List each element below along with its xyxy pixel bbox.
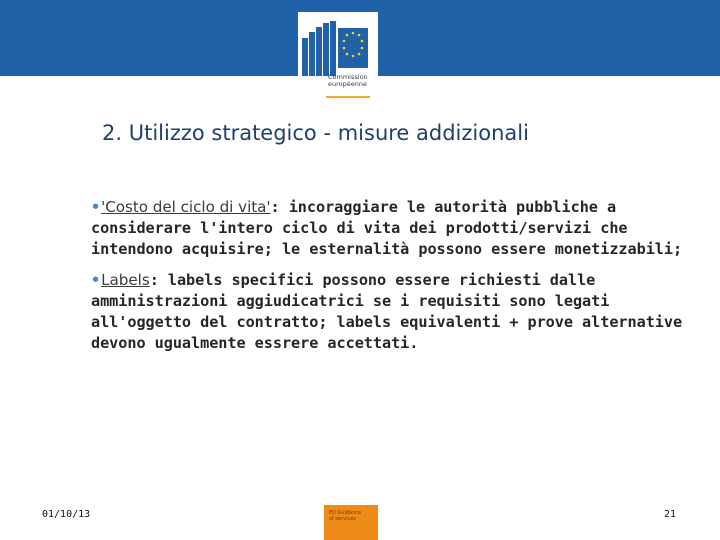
commission-building-icon — [302, 18, 374, 76]
footer-logo-line-1: EU Guidance — [329, 510, 362, 516]
bullet-item-1 — [91, 197, 691, 260]
bullet-icon: • — [91, 198, 101, 216]
logo-line-2: européenne — [328, 80, 367, 88]
european-commission-logo — [298, 12, 378, 100]
bullet-text-1: : incoraggiare le autorità pubbliche a considerare l'intero ciclo di vita dei prodotti/servizi che intendono acquisire; le esternalità possono essere monetizzabili; — [91, 198, 683, 258]
footer-logo-text — [329, 510, 361, 522]
bullet-text-2: : labels specifici possono essere richiesti dalle amministrazioni aggiudicatrici se i requisiti sono legati all'oggetto del contratto; labels equivalenti + prove alternative devono ugualmente essrere accettati. — [91, 271, 683, 352]
footer-logo-line-2: of services — [329, 516, 356, 522]
footer-logo — [324, 505, 378, 540]
bullet-term-1[interactable]: 'Costo del ciclo di vita' — [101, 198, 271, 216]
slide-title: 2. Utilizzo strategico - misure addizionali — [102, 121, 529, 145]
logo-text — [328, 74, 368, 88]
footer-date: 01/10/13 — [42, 509, 91, 520]
page-number: 21 — [664, 509, 677, 520]
bullet-term-2[interactable]: Labels — [101, 271, 150, 289]
bullet-icon: • — [91, 271, 101, 289]
logo-line-1: Commission — [328, 73, 368, 81]
logo-underline — [326, 96, 370, 98]
slide-content — [91, 197, 691, 364]
bullet-item-2 — [91, 270, 691, 354]
